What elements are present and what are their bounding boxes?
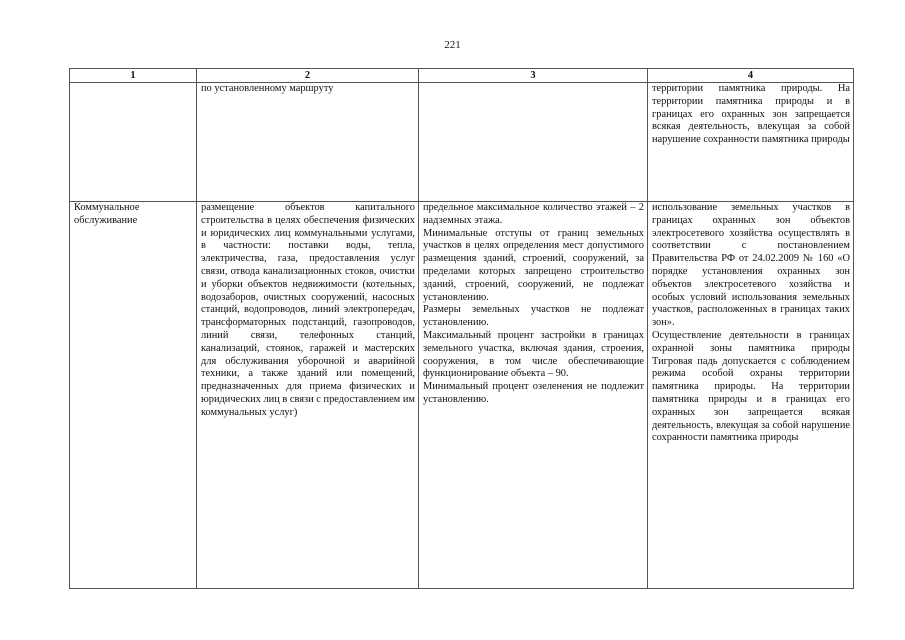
- table-cell: по установленному маршруту: [197, 83, 419, 202]
- table-cell: Коммунальное обслуживание: [70, 202, 197, 589]
- table-cell: [419, 83, 648, 202]
- table-cell: [648, 202, 854, 589]
- zoning-table: [69, 68, 854, 589]
- cell-paragraph: Минимальные отступы от границ земельных участков в целях определения мест допустимого размещения зданий, строений, сооружений, за пределами которых запрещено строительство зданий, строений, сооружений, не подлежат установлению.: [423, 227, 644, 303]
- page-number: 221: [444, 39, 461, 51]
- cell-paragraph: Максимальный процент застройки в границах земельного участка, включая здания, строения, сооружения, в том числе обеспечивающие функционирование объекта – 90.: [423, 329, 644, 380]
- column-header: 3: [419, 69, 648, 83]
- table-row: [70, 83, 854, 202]
- table-row: [70, 202, 854, 589]
- table-cell: размещение объектов капитального строительства в целях обеспечения физических и юридических лиц коммунальными услугами, в частности: поставки воды, тепла, электричества, газа, предоставления услуг связи, отвода канализационных стоков, очистки и уборки объектов недвижимости (котельных, водозаборов, очистных сооружений, насосных станций, водопроводов, линий электропередач, трансформаторных подстанций, газопроводов, линий связи, телефонных станций, канализаций, стоянок, гаражей и мастерских для обслуживания уборочной и аварийной техники, а также зданий или помещений, предназначенных для приема физических и юридических лиц в связи с предоставлением им коммунальных услуг): [197, 202, 419, 589]
- table-cell: [70, 83, 197, 202]
- cell-paragraph: Размеры земельных участков не подлежат установлению.: [423, 304, 644, 329]
- column-header: 4: [648, 69, 854, 83]
- column-header: 1: [70, 69, 197, 83]
- cell-paragraph: предельное максимальное количество этажей – 2 надземных этажа.: [423, 202, 644, 226]
- cell-paragraph: Минимальный процент озеленения не подлежит установлению.: [423, 381, 644, 405]
- table-header-row: [70, 69, 854, 83]
- table-cell: [419, 202, 648, 589]
- cell-paragraph: использование земельных участков в границах охранных зон объектов электросетевого хозяйства осуществлять в соответствии с постановлением Правительства РФ от 24.02.2009 № 160 «О порядке установления охранных зон объектов электросетевого хозяйства и особых условий использования земельных участков, расположенных в границах таких зон».: [652, 202, 850, 329]
- table-cell: территории памятника природы. На территории памятника природы и в границах его охранных зон запрещается всякая деятельность, влекущая за собой нарушение сохранности памятника природы: [648, 83, 854, 202]
- column-header: 2: [197, 69, 419, 83]
- cell-paragraph: Осуществление деятельности в границах охранной зоны памятника природы Тигровая падь допускается с соблюдением режима особой охраны территории памятника природы. На территории памятника природы и в границах его охранных зон запрещается всякая деятельность, влекущая за собой нарушение сохранности памятника природы: [652, 329, 850, 444]
